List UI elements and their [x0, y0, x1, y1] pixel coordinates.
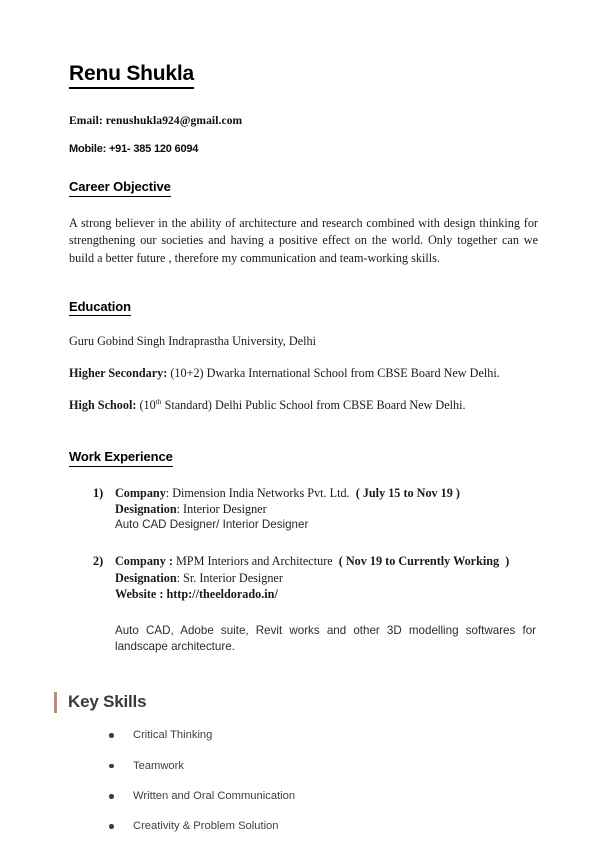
education-higher-secondary: [69, 366, 538, 382]
designation-label: Designation: [115, 570, 177, 585]
company-dates: ( July 15 to Nov 19 ): [352, 485, 460, 500]
high-school-superscript: th: [155, 397, 162, 407]
work-company-line: [115, 485, 538, 501]
list-item: [109, 820, 538, 833]
work-experience-heading: Work Experience: [69, 449, 173, 467]
email-line: Email: renushukla924@gmail.com: [69, 115, 243, 128]
accent-bar-icon: [54, 692, 57, 713]
designation-value: : Interior Designer: [176, 502, 267, 517]
career-objective-body: A strong believer in the ability of architecture and research combined with design thinking for strengthening our societies and having a positive effect on the world. Only together can we build a better future , therefore my communication and team-working skills.: [69, 215, 538, 266]
bullet-icon: [109, 764, 114, 769]
company-value: MPM Interiors and Architecture: [172, 554, 336, 569]
key-skills-list: [69, 729, 538, 834]
key-skills-heading-wrap: [54, 692, 538, 713]
section-career-objective: [69, 178, 538, 268]
work-website-line[interactable]: Website : http://theeldorado.in/: [115, 587, 278, 602]
high-school-text: Standard) Delhi Public School from CBSE Board New Delhi.: [161, 398, 466, 413]
section-work-experience: [69, 448, 538, 656]
work-summary-wrap: [69, 623, 538, 657]
list-item: [109, 729, 538, 742]
higher-secondary-label: Higher Secondary:: [69, 366, 168, 381]
work-summary-paragraph: Auto CAD, Adobe suite, Revit works and other 3D modelling softwares for landscape architecture.: [115, 623, 536, 654]
designation-label: Designation: [115, 502, 177, 517]
career-objective-heading: Career Objective: [69, 179, 171, 197]
work-item-number: 1): [93, 485, 104, 500]
higher-secondary-text: (10+2) Dwarka International School from CBSE Board New Delhi.: [167, 366, 500, 381]
work-item-number: 2): [93, 554, 104, 569]
bullet-icon: [109, 824, 114, 829]
high-school-prefix: (10: [136, 398, 156, 413]
section-key-skills: [69, 692, 538, 834]
company-label: Company :: [115, 554, 173, 569]
bullet-icon: [109, 733, 114, 738]
high-school-label: High School:: [69, 398, 137, 413]
education-heading: Education: [69, 299, 131, 317]
work-extra-line: Auto CAD Designer/ Interior Designer: [115, 518, 309, 532]
work-item: [69, 553, 538, 602]
work-item-body: [115, 553, 538, 602]
page-title: Renu Shukla: [69, 62, 194, 89]
list-item: [109, 790, 538, 803]
company-label: Company: [115, 485, 166, 500]
work-designation-line: [115, 501, 538, 517]
skill-label: Creativity & Problem Solution: [133, 820, 279, 833]
list-item: [109, 760, 538, 773]
skill-label: Critical Thinking: [133, 729, 213, 742]
mobile-line: Mobile: +91- 385 120 6094: [69, 142, 199, 155]
key-skills-heading: Key Skills: [68, 692, 147, 712]
designation-value: : Sr. Interior Designer: [176, 570, 283, 585]
company-dates: ( Nov 19 to Currently Working ): [335, 554, 510, 569]
work-item: [69, 485, 538, 534]
company-value: : Dimension India Networks Pvt. Ltd.: [165, 485, 353, 500]
work-designation-line: [115, 570, 538, 586]
education-university: Guru Gobind Singh Indraprastha University, Delhi: [69, 334, 316, 349]
skill-label: Teamwork: [133, 759, 184, 772]
skill-label: Written and Oral Communication: [133, 790, 296, 802]
section-education: [69, 298, 538, 414]
work-company-line: [115, 553, 538, 569]
bullet-icon: [109, 794, 114, 799]
education-high-school: [69, 398, 538, 414]
work-item-body: [115, 485, 538, 534]
